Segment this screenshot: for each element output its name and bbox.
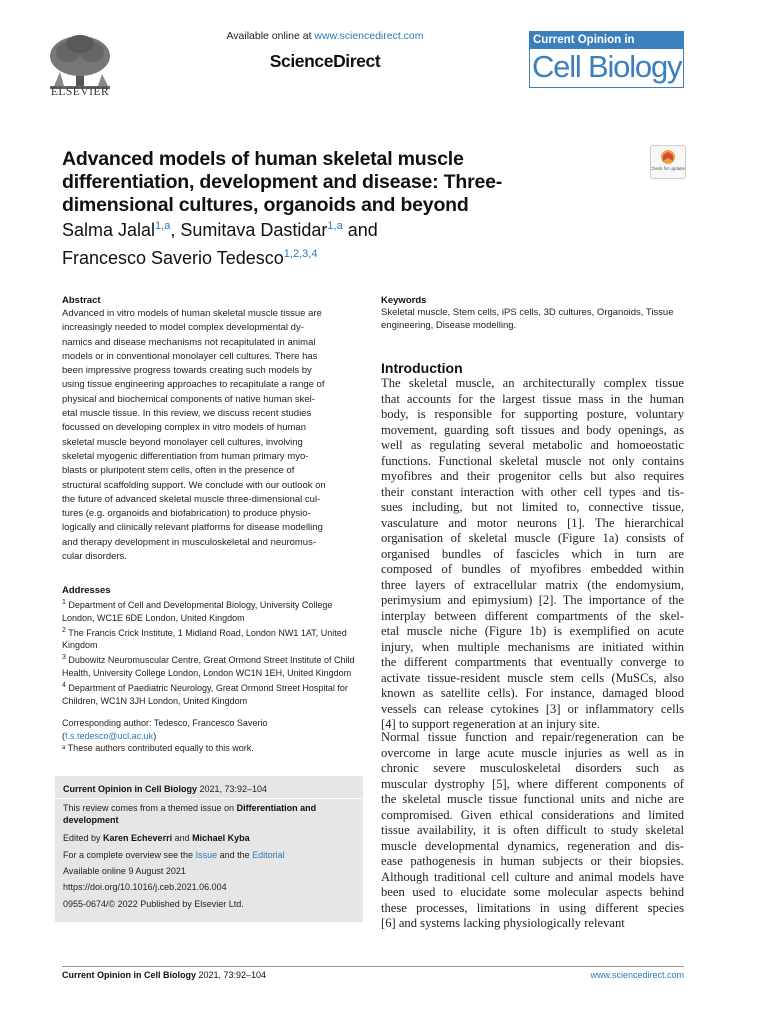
info-citation xyxy=(63,784,355,796)
address-number: 4 xyxy=(62,681,66,689)
address-text: Department of Paediatric Neurology, Great Ormond Street Hospital for Children, WC1N 3JH London, United Kingdom xyxy=(62,682,348,706)
address-number: 2 xyxy=(62,626,66,634)
editorial-link[interactable]: Editorial xyxy=(252,850,285,860)
author-affiliation[interactable]: 1,2,3,4 xyxy=(283,248,318,260)
text-line: blasts or pluripotent stem cells, often in the presence of xyxy=(62,465,295,477)
info-edited-and: and xyxy=(172,833,193,843)
text-line: skeletal muscle beyond monolayer cell cultures, involving xyxy=(62,436,303,448)
text-line: Advanced in vitro models of human skeletal muscle tissue are xyxy=(62,308,322,319)
text-line: organisation of skeletal muscle (Figure 1a) consists of xyxy=(381,531,684,545)
badge-text: Check for updates xyxy=(651,166,685,171)
author-list xyxy=(62,214,622,270)
address-text: The Francis Crick Institute, 1 Midland Road, London NW1 1AT, United Kingdom xyxy=(62,627,347,651)
check-for-updates-badge[interactable] xyxy=(650,145,686,179)
text-line: tissue availability, it is often difficult to study skeletal xyxy=(381,823,684,837)
text-line: Normal tissue function and repair/regeneration can be xyxy=(381,730,684,744)
info-editor: Michael Kyba xyxy=(192,833,250,843)
author-separator: and xyxy=(342,220,378,240)
text-line: increasingly needed to model complex developmental dy- xyxy=(62,322,304,334)
text-line: skeletal myogenic differentiation from human primary myo- xyxy=(62,450,309,462)
author-name: Salma Jalal xyxy=(62,220,156,240)
text-line: cular disorders. xyxy=(62,551,127,563)
address-number: 3 xyxy=(62,654,66,662)
abstract-heading: Abstract xyxy=(62,295,101,306)
text-line: their constant interaction with other cell types and tis- xyxy=(381,484,684,499)
text-line: well as regulating several metabolic and homoeostatic xyxy=(381,438,684,452)
text-line: [4] to support regeneration at an injury site. xyxy=(381,717,600,731)
text-line: organised bundles of fascicles which in turn are xyxy=(381,546,684,561)
text-line: [6] and systems lacking physiologically relevant xyxy=(381,916,625,930)
author-separator: , xyxy=(170,220,181,240)
text-line: vasculature and motor neurons [1]. The hierarchical xyxy=(381,515,684,530)
journal-logo-line1: Current Opinion in xyxy=(530,32,683,49)
corresponding-author xyxy=(62,717,362,743)
text-line: activate tissue-resident muscle stem cells (MuSCs, also xyxy=(381,670,684,685)
info-themed-prefix: This review comes from a themed issue on xyxy=(63,803,237,813)
keywords-list: Skeletal muscle, Stem cells, iPS cells, 3D cultures, Organoids, Tissue engineering, Disease modelling. xyxy=(381,307,674,331)
available-online-line xyxy=(200,30,450,42)
text-line: The skeletal muscle, an architecturally complex tissue xyxy=(381,376,684,390)
text-line: tures (e.g. organoids and biofabrication) to produce physio- xyxy=(62,508,311,520)
footer-rule xyxy=(62,966,684,967)
address-text: Department of Cell and Developmental Biology, University College London, WC1E 6DE London, United Kingdom xyxy=(62,600,333,623)
address-number: 1 xyxy=(62,599,66,606)
info-copyright: 0955-0674/© 2022 Published by Elsevier Ltd. xyxy=(63,899,244,909)
journal-logo-line2: Cell Biology xyxy=(532,49,682,84)
text-line: myofibres and their progenitor cells but also requires xyxy=(381,469,684,483)
sciencedirect-link[interactable]: www.sciencedirect.com xyxy=(314,30,424,42)
info-edited-prefix: Edited by xyxy=(63,833,104,843)
footer-citation xyxy=(62,970,266,980)
text-line: structural scaffolding support. We conclude with our outlook on xyxy=(62,479,326,491)
equal-contribution-note: ᵃ These authors contributed equally to this work. xyxy=(62,743,254,753)
available-prefix: Available online at xyxy=(226,30,315,42)
text-line: muscle developmental dynamics, regeneration and dis- xyxy=(381,838,684,853)
text-line: injury, when multiple mechanisms are initiated within xyxy=(381,639,684,654)
article-title: Advanced models of human skeletal muscle differentiation, development and disease: Three-dimensional cultures, organoids and beyond xyxy=(62,148,503,216)
info-overview xyxy=(63,850,355,862)
address-item xyxy=(62,680,362,708)
text-line: movement, guarding soft tissues and body openings, as xyxy=(381,422,684,437)
text-line: Although traditional cell culture and animal models have xyxy=(381,869,684,884)
text-line: known as satellite cells). For instance, damaged blood xyxy=(381,686,684,700)
address-text: Dubowitz Neuromuscular Centre, Great Ormond Street Institute of Child Health, University College London, London WC1N 1EH, United Kingdom xyxy=(62,655,355,678)
text-line: focussed on developing complex in vitro models of human xyxy=(62,422,306,434)
text-line: composed of bundles of myofibres embedded within xyxy=(381,562,684,576)
text-line: overcome in large acute muscle injuries as well as in xyxy=(381,745,684,760)
author-name: Sumitava Dastidar xyxy=(180,220,328,240)
sciencedirect-logo: ScienceDirect xyxy=(269,51,381,71)
info-available-date: Available online 9 August 2021 xyxy=(63,866,186,876)
text-line: using tissue engineering approaches to recapitulate a range of xyxy=(62,379,325,391)
author-affiliation[interactable]: 1,a xyxy=(327,220,343,232)
author-affiliation[interactable]: 1,a xyxy=(155,220,171,232)
text-line: the future of advanced skeletal muscle three-dimensional cul- xyxy=(62,493,321,505)
corresponding-email-link[interactable]: f.s.tedesco@ucl.ac.uk xyxy=(65,730,154,741)
text-line: and therapy development in musculoskeletal and neuromus- xyxy=(62,536,317,548)
text-line: interplay between different compartments of the skel- xyxy=(381,608,684,623)
text-line: logically and clinically relevant platforms for disease modelling xyxy=(62,522,323,534)
text-line: muscular dystrophy [5], where different components of xyxy=(381,776,684,791)
info-overview-prefix: For a complete overview see the xyxy=(63,850,196,860)
text-line: chronic severe musculoskeletal disorders such as xyxy=(381,761,684,775)
text-line: these processes, limitations in using different species xyxy=(381,900,684,915)
text-line: compromised. Given ethical considerations and limited xyxy=(381,807,684,822)
article-info-box xyxy=(55,776,363,922)
issue-link[interactable]: Issue xyxy=(195,850,218,860)
text-line: physical and biochemical components of native human skel- xyxy=(62,393,315,405)
info-themed-issue xyxy=(63,803,355,826)
info-overview-and: and the xyxy=(217,850,253,860)
text-line: etal muscle niche (Figure 1b) is exemplified on acute xyxy=(381,624,684,638)
text-line: that accounts for the largest tissue mass in the human xyxy=(381,391,684,406)
info-editor: Karen Echeverri xyxy=(103,833,173,843)
text-line: models or in conventional monolayer cell cultures. There has xyxy=(62,350,318,362)
text-line: the different compartments that eventually converge to xyxy=(381,655,684,669)
info-divider xyxy=(55,798,363,799)
text-line: sues including, but not limited to, connective tissue, xyxy=(381,500,684,514)
info-editors xyxy=(63,833,355,845)
text-line: been used to elucidate some molecular aspects behind xyxy=(381,885,684,899)
footer-citation-detail: 2021, 73:92–104 xyxy=(196,970,267,980)
addresses-list xyxy=(62,597,362,707)
info-themed-topic: Differentiation and development xyxy=(63,803,317,825)
publisher-name: ELSEVIER xyxy=(50,86,110,98)
introduction-heading: Introduction xyxy=(381,360,463,376)
journal-logo xyxy=(529,31,684,88)
addresses-heading: Addresses xyxy=(62,585,111,596)
text-line: been impressive progress towards creating such models by xyxy=(62,365,312,377)
text-line: body, is responsible for supporting posture, voluntary xyxy=(381,407,684,421)
text-line: etal muscle tissue. In this review, we discuss recent studies xyxy=(62,408,312,420)
address-item xyxy=(62,625,362,653)
corresponding-suffix: ) xyxy=(153,730,157,741)
abstract-body xyxy=(62,307,362,564)
address-item xyxy=(62,652,362,680)
text-line: perimysium and epimysium) [2]. The importance of the xyxy=(381,593,684,607)
text-line: the skeletal muscle tissue functional units and niche are xyxy=(381,792,684,806)
text-line: namics and disease mechanisms not recapitulated in animal xyxy=(62,336,316,348)
text-line: vessels can release cytokines [3] or inflammatory cells xyxy=(381,701,684,716)
corresponding-prefix: Corresponding author: Tedesco, Francesco Saverio ( xyxy=(62,718,268,741)
text-line: ease pathogenesis in human subjects or their biopsies. xyxy=(381,854,684,868)
bookmark-icon xyxy=(651,146,685,178)
address-item xyxy=(62,597,362,625)
doi-link[interactable]: https://doi.org/10.1016/j.ceb.2021.06.004 xyxy=(63,882,227,892)
text-line: three layers of extracellular matrix (the endomysium, xyxy=(381,577,684,592)
keywords-heading: Keywords xyxy=(381,295,427,306)
info-journal: Current Opinion in Cell Biology xyxy=(63,784,197,794)
text-line: functions. Functional skeletal muscle not only contains xyxy=(381,453,684,468)
footer-sciencedirect-link[interactable]: www.sciencedirect.com xyxy=(590,970,684,980)
author-name: Francesco Saverio Tedesco xyxy=(62,248,284,268)
introduction-paragraph-2 xyxy=(381,730,684,932)
introduction-paragraph-1 xyxy=(381,376,684,733)
footer-journal: Current Opinion in Cell Biology xyxy=(62,970,196,980)
info-citation-detail: 2021, 73:92–104 xyxy=(197,784,268,794)
